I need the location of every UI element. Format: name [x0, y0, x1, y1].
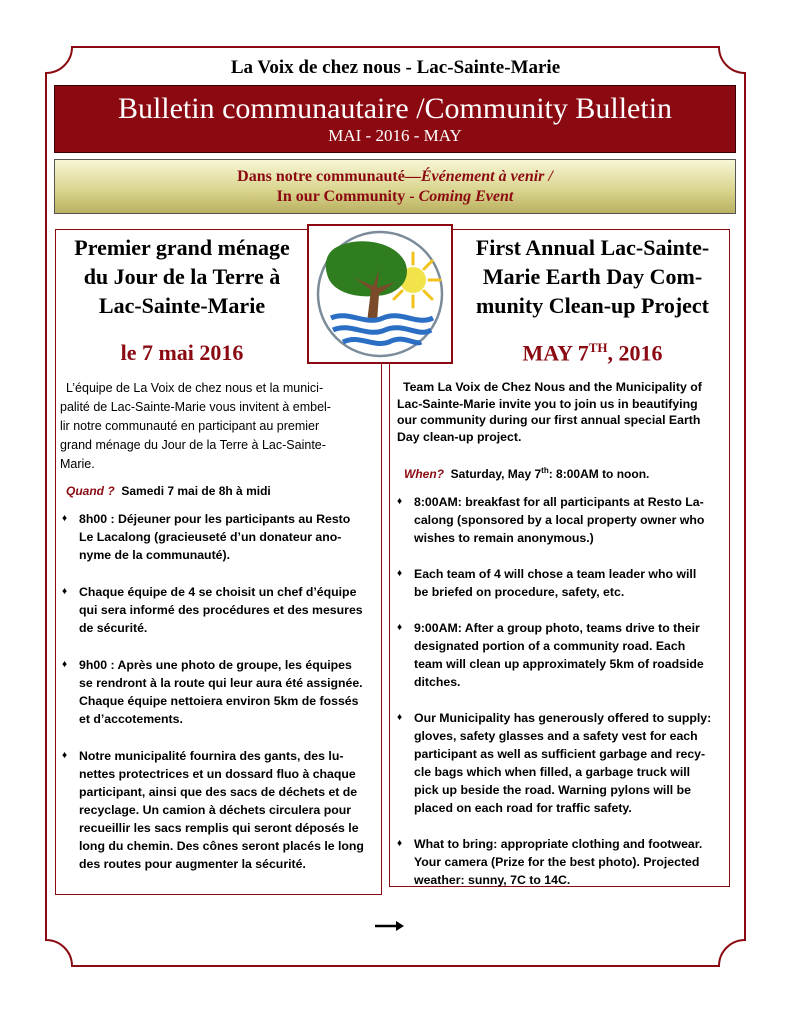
bullet-line: Le Lacalong (gracieuseté d’un donateur ano-	[79, 530, 342, 544]
bullet-line: ♦ Our Municipality has generously offered to supply:	[414, 711, 712, 725]
english-bullet-list	[397, 493, 725, 889]
list-item	[397, 493, 725, 547]
english-when-sup: th	[541, 466, 549, 475]
bullet-line: recyclage. Un camion à déchets circulera pour	[79, 803, 352, 817]
bullet-line: gloves, safety glasses and a safety vest for each	[414, 729, 698, 743]
bullet-line: ♦ Notre municipalité fournira des gants, des lu-	[79, 749, 344, 763]
bulletin-banner	[54, 85, 736, 153]
french-heading-line: du Jour de la Terre à	[83, 264, 281, 289]
event-en-italic: Coming Event	[418, 188, 514, 205]
list-item	[62, 656, 374, 728]
english-when-text-b: : 8:00AM to noon.	[548, 467, 650, 481]
english-intro	[397, 379, 722, 445]
french-intro-line: Marie.	[60, 457, 95, 471]
bullet-line: nettes protectrices et un dossard fluo à chaque	[79, 767, 356, 781]
french-intro-line: palité de Lac-Sainte-Marie vous invitent à embel-	[60, 400, 331, 414]
bullet-line: ♦ 8h00 : Déjeuner pour les participants au Resto	[79, 512, 351, 526]
masthead: La Voix de chez nous - Lac-Sainte-Marie	[230, 57, 561, 78]
bullet-line: des routes pour augmenter la sécurité.	[79, 857, 306, 871]
list-item	[62, 583, 374, 637]
english-intro-line: Lac-Sainte-Marie invite you to join us in beautifying	[397, 396, 698, 411]
tree-sun-water-logo-icon	[307, 224, 453, 364]
french-when	[66, 484, 271, 498]
bullet-line: recueillir les sacs remplis qui seront déposés le	[79, 821, 359, 835]
bullet-line: ♦ Each team of 4 will chose a team leader who will	[414, 567, 697, 581]
bullet-line: ♦ What to bring: appropriate clothing and footwear.	[414, 837, 703, 851]
list-item	[62, 510, 374, 564]
bullet-line: designated portion of a community road. Each	[414, 639, 686, 653]
french-when-text: Samedi 7 mai de 8h à midi	[121, 484, 271, 498]
bullet-line: Chaque équipe nettoiera environ 5km de fossés	[79, 694, 359, 708]
french-intro-line: grand ménage du Jour de la Terre à Lac-Sainte-	[60, 438, 326, 452]
event-fr-italic: Événement à venir /	[420, 168, 553, 185]
banner-subtitle: MAI - 2016 - MAY	[328, 126, 462, 145]
bullet-line: ♦ Chaque équipe de 4 se choisit un chef d’équipe	[79, 585, 357, 599]
french-intro-line: L’équipe de La Voix de chez nous et la munici-	[66, 381, 324, 395]
event-en-prefix: In our Community -	[276, 188, 419, 205]
french-when-label: Quand ?	[66, 484, 115, 498]
french-date: le 7 mai 2016	[120, 340, 244, 365]
list-item	[397, 619, 725, 691]
list-item	[397, 565, 725, 601]
english-when-label: When?	[404, 467, 444, 481]
english-intro-line: Day clean-up project.	[397, 429, 522, 444]
french-bullet-list	[62, 510, 374, 873]
bullet-line: et d’accotements.	[79, 712, 183, 726]
bullet-line: team will clean up approximately 5km of roadside	[414, 657, 704, 671]
bullet-line: calong (sponsored by a local property owner who	[414, 513, 705, 527]
bullet-line: Your camera (Prize for the best photo). Projected	[414, 855, 700, 869]
english-intro-line: our community during our first annual special Earth	[397, 413, 701, 427]
banner-title: Bulletin communautaire /Community Bulletin	[117, 92, 673, 125]
french-heading-line: Lac-Sainte-Marie	[98, 293, 266, 318]
bullet-line: qui sera informé des procédures et des mesures	[79, 603, 363, 617]
english-date	[455, 340, 730, 366]
english-when	[404, 466, 649, 481]
english-date-tail: , 2016	[607, 340, 663, 366]
bullet-line: placed on each road for traffic safety.	[414, 801, 632, 815]
english-heading-line: munity Clean-up Project	[475, 293, 710, 318]
bullet-line: participant as well as sufficient garbage and recy-	[414, 747, 706, 761]
bullet-line: ditches.	[414, 675, 461, 689]
bullet-line: cle bags which when filled, a garbage truck will	[414, 765, 691, 779]
english-heading	[455, 233, 730, 320]
french-heading-line: Premier grand ménage	[74, 235, 290, 260]
list-item	[62, 747, 374, 873]
english-heading-line: First Annual Lac-Sainte-	[475, 235, 710, 260]
right-arrow-icon[interactable]	[374, 918, 406, 939]
list-item	[397, 709, 725, 817]
bullet-line: se rendront à la route qui leur aura été assignée.	[79, 676, 363, 690]
event-line-fr	[55, 167, 735, 187]
logo-graphic	[309, 226, 451, 362]
list-item	[397, 835, 725, 889]
english-heading-line: Marie Earth Day Com-	[482, 264, 703, 289]
english-when-text-a: Saturday, May 7	[450, 467, 542, 481]
english-date-main: MAY 7	[522, 340, 589, 366]
bullet-line: pick up beside the road. Warning pylons will be	[414, 783, 691, 797]
event-line-en	[55, 187, 735, 207]
english-date-sup: TH	[588, 340, 608, 355]
french-heading	[57, 233, 307, 320]
bullet-line: ♦ 8:00AM: breakfast for all participants at Resto La-	[414, 495, 704, 509]
bullet-line: wishes to remain anonymous.)	[414, 531, 594, 545]
french-intro-line: lir notre communauté en participant au premier	[60, 419, 320, 433]
arrow-graphic	[374, 918, 406, 934]
bullet-line: be briefed on procedure, safety, etc.	[414, 585, 625, 599]
event-box	[54, 159, 736, 214]
bullet-line: ♦ 9h00 : Après une photo de groupe, les équipes	[79, 658, 352, 672]
french-intro	[60, 379, 372, 474]
bullet-line: ♦ 9:00AM: After a group photo, teams drive to their	[414, 621, 700, 635]
event-fr-prefix: Dans notre communauté—	[237, 168, 421, 185]
bullet-line: participant, ainsi que des sacs de déchets et de	[79, 785, 358, 799]
bullet-line: nyme de la communauté).	[79, 548, 231, 562]
bullet-line: weather: sunny, 7C to 14C.	[414, 873, 571, 887]
bullet-line: de sécurité.	[79, 621, 148, 635]
english-intro-line: Team La Voix de Chez Nous and the Municipality of	[403, 380, 702, 394]
bullet-line: long du chemin. Des cônes seront placés le long	[79, 839, 364, 853]
